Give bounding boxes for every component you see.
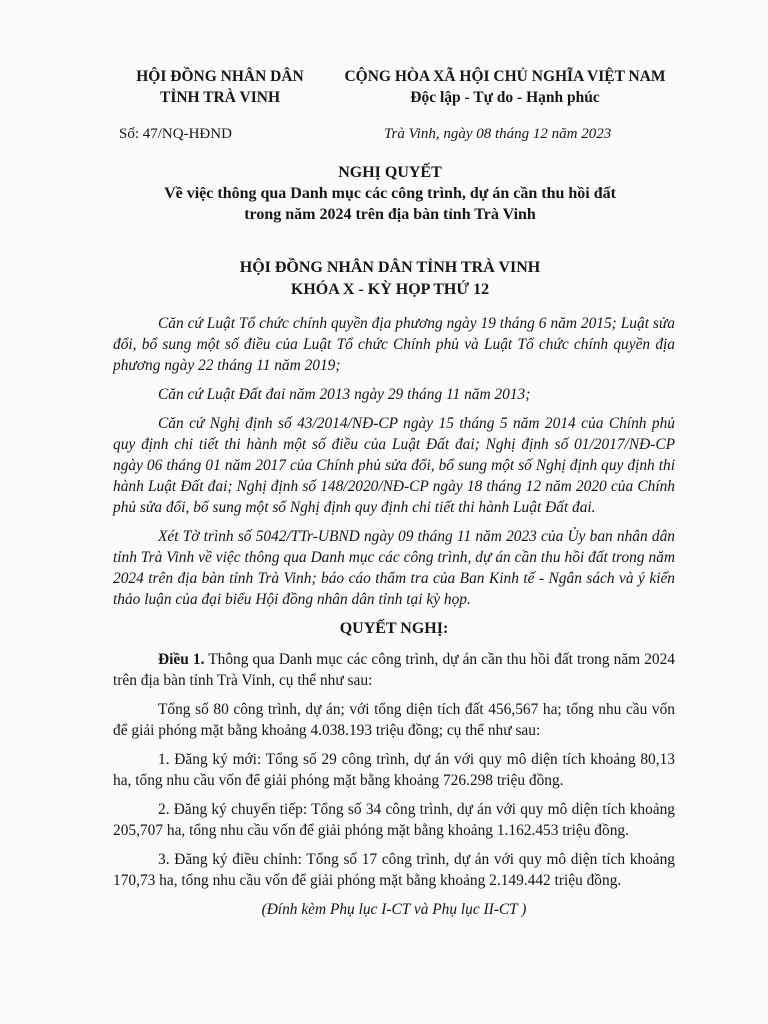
nation-line-1: CỘNG HÒA XÃ HỘI CHỦ NGHĨA VIỆT NAM <box>344 68 666 85</box>
legal-basis-2: Căn cứ Luật Đất đai năm 2013 ngày 29 tháng 11 năm 2013; <box>158 386 531 403</box>
document-number: Số: 47/NQ-HĐND <box>119 126 232 142</box>
article-1-text: Thông qua Danh mục các công trình, dự án cần thu hồi đất trong năm 2024 trên địa bàn tỉnh Trà Vinh, cụ thể như sau: <box>113 651 675 689</box>
subject-line-2: trong năm 2024 trên địa bàn tỉnh Trà Vinh <box>244 206 536 223</box>
annex-note: (Đính kèm Phụ lục I-CT và Phụ lục II-CT ) <box>261 901 527 918</box>
national-title <box>325 66 685 108</box>
nation-motto: Độc lập - Tự do - Hạnh phúc <box>410 89 600 106</box>
council-heading <box>90 257 690 301</box>
legal-basis-4: Xét Tờ trình số 5042/TTr-UBND ngày 09 tháng 11 năm 2023 của Ủy ban nhân dân tỉnh Trà Vinh về việc thông qua Danh mục các công trình, dự án cần thu hồi đất trong năm 2024 trên địa bàn tỉnh Trà Vinh; báo cáo thẩm tra của Ban Kinh tế - Ngân sách và ý kiến thảo luận của đại biểu Hội đồng nhân dân tỉnh tại kỳ họp. <box>113 528 675 608</box>
authority-line-1: HỘI ĐỒNG NHÂN DÂN <box>136 68 304 85</box>
document-date: Trà Vinh, ngày 08 tháng 12 năm 2023 <box>384 126 612 142</box>
subject-line-1: Về việc thông qua Danh mục các công trình, dự án cần thu hồi đất <box>164 185 616 202</box>
council-line-1: HỘI ĐỒNG NHÂN DÂN TỈNH TRÀ VINH <box>239 259 541 276</box>
article-1 <box>113 649 675 691</box>
article-1-item-2: 2. Đăng ký chuyển tiếp: Tổng số 34 công trình, dự án với quy mô diện tích khoảng 205,707 ha, tổng nhu cầu vốn để giải phóng mặt bằng khoảng 1.162.453 triệu đồng. <box>113 801 675 839</box>
legal-basis-3: Căn cứ Nghị định số 43/2014/NĐ-CP ngày 15 tháng 5 năm 2014 của Chính phủ quy định chi tiết thi hành một số điều của Luật Đất đai; Nghị định số 01/2017/NĐ-CP ngày 06 tháng 01 năm 2017 của Chính phủ sửa đổi, bổ sung một số Nghị định quy định thi hành Luật Đất đai; Nghị định số 148/2020/NĐ-CP ngày 18 tháng 12 năm 2020 của Chính phủ sửa đổi, bổ sung một số Nghị định quy định chi tiết thi hành Luật Đất đai. <box>113 415 675 516</box>
decision-heading: QUYẾT NGHỊ: <box>339 620 449 637</box>
article-1-item-3: 3. Đăng ký điều chỉnh: Tổng số 17 công trình, dự án với quy mô diện tích khoảng 170,73 ha, tổng nhu cầu vốn để giải phóng mặt bằng khoảng 2.149.442 triệu đồng. <box>113 851 675 889</box>
council-line-2: KHÓA X - KỲ HỌP THỨ 12 <box>290 281 490 298</box>
resolution-title <box>90 162 690 225</box>
article-1-label: Điều 1. <box>158 651 205 668</box>
article-1-total: Tổng số 80 công trình, dự án; với tổng diện tích đất 456,567 ha; tổng nhu cầu vốn để giải phóng mặt bằng khoảng 4.038.193 triệu đồng; cụ thể như sau: <box>113 701 675 739</box>
legal-basis-1: Căn cứ Luật Tổ chức chính quyền địa phương ngày 19 tháng 6 năm 2015; Luật sửa đổi, bổ sung một số điều của Luật Tổ chức Chính phủ và Luật Tổ chức chính quyền địa phương ngày 22 tháng 11 năm 2019; <box>113 315 675 374</box>
issuing-authority <box>100 66 340 108</box>
article-1-item-1: 1. Đăng ký mới: Tổng số 29 công trình, dự án với quy mô diện tích khoảng 80,13 ha, tổng nhu cầu vốn để giải phóng mặt bằng khoảng 726.298 triệu đồng. <box>113 751 675 789</box>
document-body <box>113 313 675 928</box>
authority-line-2: TỈNH TRÀ VINH <box>159 89 280 106</box>
document-type: NGHỊ QUYẾT <box>338 164 442 181</box>
